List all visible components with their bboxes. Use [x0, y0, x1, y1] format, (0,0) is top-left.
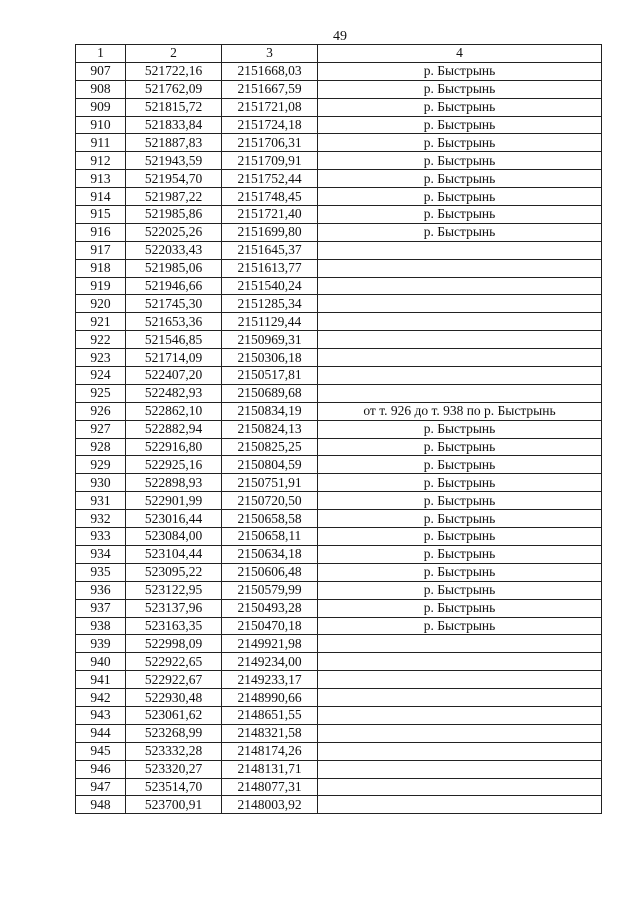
point-number-cell: 908 [76, 80, 126, 98]
table-row [76, 98, 602, 116]
x-coordinate-cell: 523137,96 [126, 599, 222, 617]
description-cell [318, 689, 602, 707]
y-coordinate-cell: 2151721,40 [222, 206, 318, 224]
y-coordinate-cell: 2151721,08 [222, 98, 318, 116]
column-header-description: 4 [318, 45, 602, 63]
table-row [76, 545, 602, 563]
table-header-row [76, 45, 602, 63]
point-number-cell: 916 [76, 223, 126, 241]
table-row [76, 438, 602, 456]
table-row [76, 635, 602, 653]
point-number-cell: 914 [76, 188, 126, 206]
point-number-cell: 936 [76, 581, 126, 599]
point-number-cell: 935 [76, 563, 126, 581]
point-number-cell: 946 [76, 760, 126, 778]
y-coordinate-cell: 2149233,17 [222, 671, 318, 689]
x-coordinate-cell: 522925,16 [126, 456, 222, 474]
table-row [76, 295, 602, 313]
point-number-cell: 912 [76, 152, 126, 170]
table-row [76, 313, 602, 331]
table-row [76, 62, 602, 80]
point-number-cell: 909 [76, 98, 126, 116]
table-row [76, 223, 602, 241]
y-coordinate-cell: 2151613,77 [222, 259, 318, 277]
x-coordinate-cell: 521943,59 [126, 152, 222, 170]
point-number-cell: 943 [76, 706, 126, 724]
description-cell: р. Быстрынь [318, 206, 602, 224]
point-number-cell: 918 [76, 259, 126, 277]
y-coordinate-cell: 2148174,26 [222, 742, 318, 760]
table-row [76, 742, 602, 760]
x-coordinate-cell: 523016,44 [126, 510, 222, 528]
y-coordinate-cell: 2150306,18 [222, 349, 318, 367]
y-coordinate-cell: 2150825,25 [222, 438, 318, 456]
description-cell [318, 277, 602, 295]
x-coordinate-cell: 521954,70 [126, 170, 222, 188]
column-header-y: 3 [222, 45, 318, 63]
description-cell [318, 724, 602, 742]
table-row [76, 152, 602, 170]
y-coordinate-cell: 2150720,50 [222, 492, 318, 510]
x-coordinate-cell: 523104,44 [126, 545, 222, 563]
point-number-cell: 929 [76, 456, 126, 474]
y-coordinate-cell: 2151748,45 [222, 188, 318, 206]
description-cell: р. Быстрынь [318, 170, 602, 188]
description-cell: р. Быстрынь [318, 456, 602, 474]
description-cell [318, 241, 602, 259]
y-coordinate-cell: 2150658,58 [222, 510, 318, 528]
description-cell: р. Быстрынь [318, 492, 602, 510]
x-coordinate-cell: 522407,20 [126, 367, 222, 385]
y-coordinate-cell: 2151724,18 [222, 116, 318, 134]
x-coordinate-cell: 521745,30 [126, 295, 222, 313]
table-row [76, 581, 602, 599]
description-cell: р. Быстрынь [318, 545, 602, 563]
y-coordinate-cell: 2151699,80 [222, 223, 318, 241]
table-row [76, 116, 602, 134]
x-coordinate-cell: 522916,80 [126, 438, 222, 456]
table-row [76, 599, 602, 617]
table-row [76, 331, 602, 349]
x-coordinate-cell: 521985,86 [126, 206, 222, 224]
table-row [76, 349, 602, 367]
point-number-cell: 923 [76, 349, 126, 367]
point-number-cell: 922 [76, 331, 126, 349]
table-row [76, 188, 602, 206]
point-number-cell: 919 [76, 277, 126, 295]
y-coordinate-cell: 2150804,59 [222, 456, 318, 474]
description-cell [318, 331, 602, 349]
description-cell [318, 671, 602, 689]
table-row [76, 170, 602, 188]
table-row [76, 689, 602, 707]
point-number-cell: 913 [76, 170, 126, 188]
y-coordinate-cell: 2150969,31 [222, 331, 318, 349]
table-row [76, 259, 602, 277]
x-coordinate-cell: 523122,95 [126, 581, 222, 599]
y-coordinate-cell: 2150634,18 [222, 545, 318, 563]
table-row [76, 796, 602, 814]
table-row [76, 241, 602, 259]
point-number-cell: 944 [76, 724, 126, 742]
point-number-cell: 921 [76, 313, 126, 331]
y-coordinate-cell: 2150834,19 [222, 402, 318, 420]
x-coordinate-cell: 521833,84 [126, 116, 222, 134]
point-number-cell: 940 [76, 653, 126, 671]
description-cell: р. Быстрынь [318, 152, 602, 170]
point-number-cell: 911 [76, 134, 126, 152]
x-coordinate-cell: 522922,65 [126, 653, 222, 671]
description-cell [318, 259, 602, 277]
x-coordinate-cell: 521722,16 [126, 62, 222, 80]
description-cell: р. Быстрынь [318, 62, 602, 80]
y-coordinate-cell: 2150751,91 [222, 474, 318, 492]
x-coordinate-cell: 523700,91 [126, 796, 222, 814]
y-coordinate-cell: 2148321,58 [222, 724, 318, 742]
x-coordinate-cell: 522862,10 [126, 402, 222, 420]
x-coordinate-cell: 523514,70 [126, 778, 222, 796]
point-number-cell: 934 [76, 545, 126, 563]
description-cell: р. Быстрынь [318, 474, 602, 492]
description-cell [318, 349, 602, 367]
description-cell [318, 313, 602, 331]
table-row [76, 617, 602, 635]
y-coordinate-cell: 2148077,31 [222, 778, 318, 796]
y-coordinate-cell: 2151709,91 [222, 152, 318, 170]
point-number-cell: 937 [76, 599, 126, 617]
x-coordinate-cell: 523163,35 [126, 617, 222, 635]
table-row [76, 671, 602, 689]
description-cell [318, 796, 602, 814]
table-row [76, 456, 602, 474]
table-row [76, 277, 602, 295]
y-coordinate-cell: 2150606,48 [222, 563, 318, 581]
table-row [76, 563, 602, 581]
point-number-cell: 947 [76, 778, 126, 796]
point-number-cell: 910 [76, 116, 126, 134]
point-number-cell: 926 [76, 402, 126, 420]
x-coordinate-cell: 522898,93 [126, 474, 222, 492]
table-row [76, 706, 602, 724]
x-coordinate-cell: 521985,06 [126, 259, 222, 277]
y-coordinate-cell: 2150517,81 [222, 367, 318, 385]
y-coordinate-cell: 2151752,44 [222, 170, 318, 188]
y-coordinate-cell: 2148003,92 [222, 796, 318, 814]
table-row [76, 492, 602, 510]
point-number-cell: 941 [76, 671, 126, 689]
table-row [76, 134, 602, 152]
x-coordinate-cell: 523084,00 [126, 528, 222, 546]
table-row [76, 474, 602, 492]
point-number-cell: 917 [76, 241, 126, 259]
y-coordinate-cell: 2150493,28 [222, 599, 318, 617]
x-coordinate-cell: 521762,09 [126, 80, 222, 98]
x-coordinate-cell: 522033,43 [126, 241, 222, 259]
x-coordinate-cell: 521887,83 [126, 134, 222, 152]
y-coordinate-cell: 2151645,37 [222, 241, 318, 259]
point-number-cell: 945 [76, 742, 126, 760]
y-coordinate-cell: 2151706,31 [222, 134, 318, 152]
page-number: 49 [333, 29, 347, 44]
y-coordinate-cell: 2150470,18 [222, 617, 318, 635]
table-row [76, 206, 602, 224]
description-cell: р. Быстрынь [318, 188, 602, 206]
description-cell: р. Быстрынь [318, 98, 602, 116]
description-cell [318, 653, 602, 671]
x-coordinate-cell: 522922,67 [126, 671, 222, 689]
description-cell: р. Быстрынь [318, 80, 602, 98]
description-cell [318, 742, 602, 760]
point-number-cell: 932 [76, 510, 126, 528]
point-number-cell: 925 [76, 384, 126, 402]
table-row [76, 778, 602, 796]
description-cell [318, 706, 602, 724]
description-cell: р. Быстрынь [318, 510, 602, 528]
point-number-cell: 928 [76, 438, 126, 456]
point-number-cell: 907 [76, 62, 126, 80]
table-row [76, 724, 602, 742]
description-cell: р. Быстрынь [318, 528, 602, 546]
description-cell: р. Быстрынь [318, 116, 602, 134]
x-coordinate-cell: 522901,99 [126, 492, 222, 510]
description-cell: р. Быстрынь [318, 617, 602, 635]
description-cell [318, 778, 602, 796]
x-coordinate-cell: 523332,28 [126, 742, 222, 760]
description-cell [318, 295, 602, 313]
y-coordinate-cell: 2151668,03 [222, 62, 318, 80]
description-cell [318, 760, 602, 778]
point-number-cell: 927 [76, 420, 126, 438]
y-coordinate-cell: 2149921,98 [222, 635, 318, 653]
description-cell [318, 367, 602, 385]
y-coordinate-cell: 2148651,55 [222, 706, 318, 724]
description-cell: р. Быстрынь [318, 563, 602, 581]
column-header-point: 1 [76, 45, 126, 63]
point-number-cell: 915 [76, 206, 126, 224]
y-coordinate-cell: 2148990,66 [222, 689, 318, 707]
y-coordinate-cell: 2151540,24 [222, 277, 318, 295]
table-row [76, 402, 602, 420]
point-number-cell: 938 [76, 617, 126, 635]
y-coordinate-cell: 2150689,68 [222, 384, 318, 402]
y-coordinate-cell: 2151129,44 [222, 313, 318, 331]
x-coordinate-cell: 521714,09 [126, 349, 222, 367]
point-number-cell: 930 [76, 474, 126, 492]
point-number-cell: 939 [76, 635, 126, 653]
description-cell: р. Быстрынь [318, 581, 602, 599]
description-cell: р. Быстрынь [318, 134, 602, 152]
x-coordinate-cell: 522998,09 [126, 635, 222, 653]
point-number-cell: 948 [76, 796, 126, 814]
x-coordinate-cell: 523061,62 [126, 706, 222, 724]
x-coordinate-cell: 522930,48 [126, 689, 222, 707]
table-row [76, 80, 602, 98]
x-coordinate-cell: 523095,22 [126, 563, 222, 581]
y-coordinate-cell: 2149234,00 [222, 653, 318, 671]
y-coordinate-cell: 2151667,59 [222, 80, 318, 98]
description-cell [318, 635, 602, 653]
x-coordinate-cell: 521987,22 [126, 188, 222, 206]
x-coordinate-cell: 523268,99 [126, 724, 222, 742]
x-coordinate-cell: 523320,27 [126, 760, 222, 778]
point-number-cell: 924 [76, 367, 126, 385]
point-number-cell: 933 [76, 528, 126, 546]
x-coordinate-cell: 521546,85 [126, 331, 222, 349]
x-coordinate-cell: 521653,36 [126, 313, 222, 331]
y-coordinate-cell: 2151285,34 [222, 295, 318, 313]
table-row [76, 510, 602, 528]
table-row [76, 760, 602, 778]
table-body [76, 62, 602, 813]
table-row [76, 367, 602, 385]
table-row [76, 528, 602, 546]
coordinates-table [75, 44, 602, 814]
description-cell: р. Быстрынь [318, 420, 602, 438]
description-cell: р. Быстрынь [318, 438, 602, 456]
point-number-cell: 931 [76, 492, 126, 510]
y-coordinate-cell: 2150824,13 [222, 420, 318, 438]
column-header-x: 2 [126, 45, 222, 63]
point-number-cell: 920 [76, 295, 126, 313]
y-coordinate-cell: 2150658,11 [222, 528, 318, 546]
x-coordinate-cell: 522482,93 [126, 384, 222, 402]
x-coordinate-cell: 521815,72 [126, 98, 222, 116]
description-cell: р. Быстрынь [318, 223, 602, 241]
x-coordinate-cell: 522882,94 [126, 420, 222, 438]
description-cell [318, 384, 602, 402]
x-coordinate-cell: 521946,66 [126, 277, 222, 295]
y-coordinate-cell: 2150579,99 [222, 581, 318, 599]
description-cell: от т. 926 до т. 938 по р. Быстрынь [318, 402, 602, 420]
x-coordinate-cell: 522025,26 [126, 223, 222, 241]
table-row [76, 653, 602, 671]
point-number-cell: 942 [76, 689, 126, 707]
description-cell: р. Быстрынь [318, 599, 602, 617]
table-row [76, 384, 602, 402]
y-coordinate-cell: 2148131,71 [222, 760, 318, 778]
table-row [76, 420, 602, 438]
